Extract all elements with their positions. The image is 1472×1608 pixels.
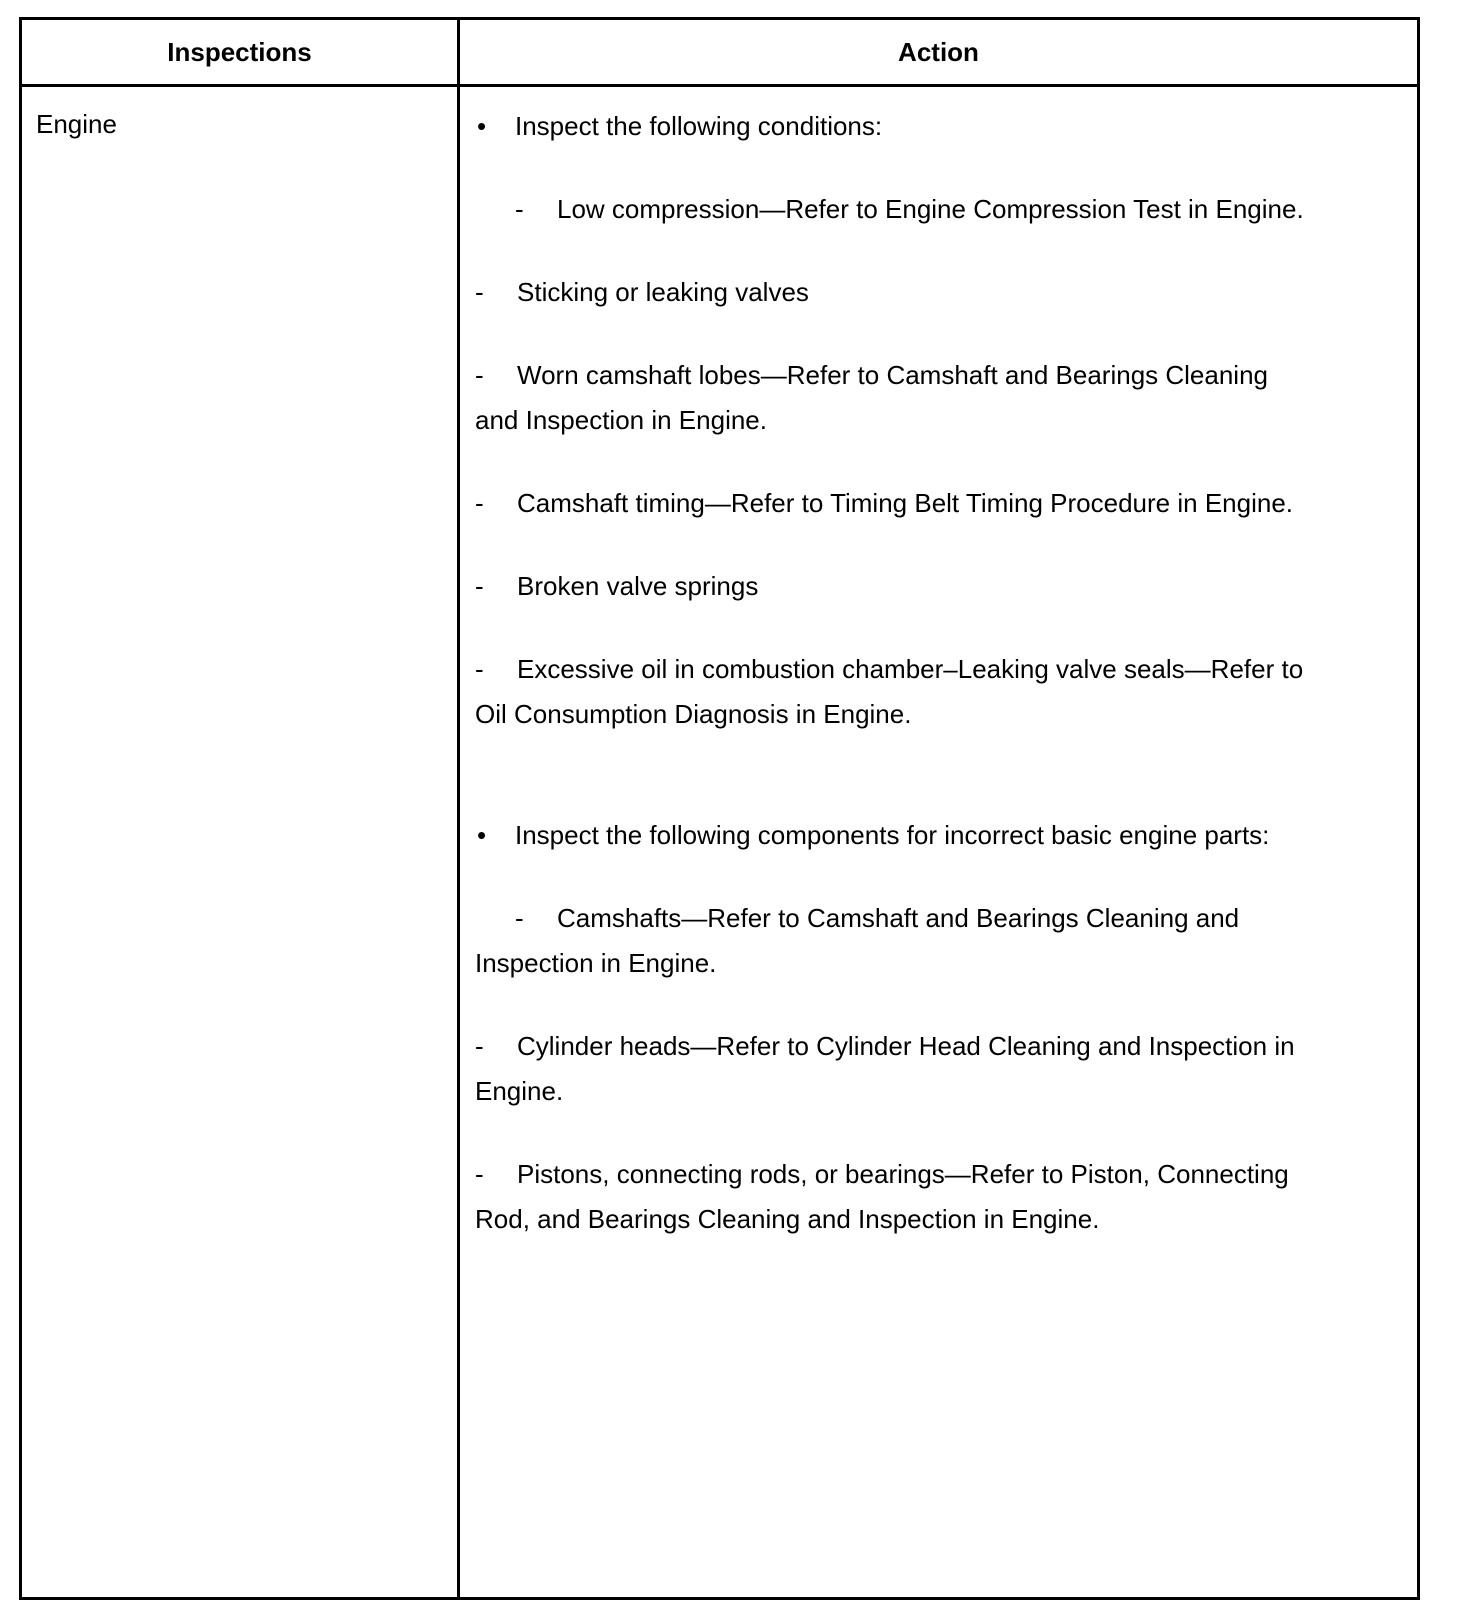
action-bullet-2 [475, 813, 1335, 858]
dash-icon: - [475, 277, 484, 307]
header-divider [19, 84, 1420, 87]
inspection-engine: Engine [36, 109, 117, 139]
component-item [475, 896, 1335, 986]
dash-icon: - [515, 903, 524, 933]
condition-item [475, 481, 1335, 526]
action-bullet-1 [475, 104, 1335, 149]
header-inspections: Inspections [167, 36, 312, 67]
condition-item [475, 270, 1335, 315]
action-cell [475, 104, 1335, 1280]
condition-item [475, 564, 1335, 609]
column-divider [457, 17, 460, 1600]
component-text: Cylinder heads—Refer to Cylinder Head Cleaning and Inspection in Engine. [475, 1031, 1295, 1106]
dash-icon: - [475, 1031, 484, 1061]
bullet-icon: • [477, 111, 487, 141]
bullet-text: Inspect the following components for incorrect basic engine parts: [515, 820, 1270, 850]
dash-icon: - [475, 654, 484, 684]
dash-icon: - [475, 360, 484, 390]
component-text: Camshafts—Refer to Camshaft and Bearings Cleaning and Inspection in Engine. [475, 903, 1240, 978]
condition-text: Camshaft timing—Refer to Timing Belt Timing Procedure in Engine. [517, 488, 1294, 518]
component-item [475, 1024, 1335, 1114]
dash-icon: - [515, 194, 524, 224]
bullet-text: Inspect the following conditions: [515, 111, 883, 141]
condition-item [475, 187, 1335, 232]
dash-icon: - [475, 488, 484, 518]
dash-icon: - [475, 1159, 484, 1189]
component-item [475, 1152, 1335, 1242]
condition-text: Broken valve springs [517, 571, 759, 601]
condition-text: Low compression—Refer to Engine Compression Test in Engine. [557, 194, 1304, 224]
condition-item [475, 353, 1335, 443]
bullet-icon: • [477, 820, 487, 850]
group-spacer [475, 775, 1335, 813]
header-action: Action [898, 36, 979, 67]
condition-text: Worn camshaft lobes—Refer to Camshaft and Bearings Cleaning and Inspection in Engine. [475, 360, 1269, 435]
condition-text: Excessive oil in combustion chamber–Leaking valve seals—Refer to Oil Consumption Diagnosis in Engine. [475, 654, 1304, 729]
component-text: Pistons, connecting rods, or bearings—Refer to Piston, Connecting Rod, and Bearings Cleaning and Inspection in Engine. [475, 1159, 1289, 1234]
condition-item [475, 647, 1335, 737]
dash-icon: - [475, 571, 484, 601]
condition-text: Sticking or leaking valves [517, 277, 809, 307]
